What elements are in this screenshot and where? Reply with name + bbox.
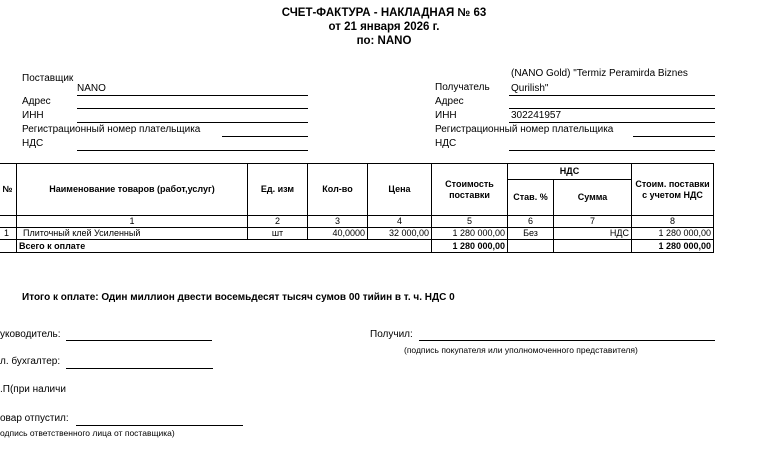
recipient-reg-line: [633, 124, 715, 137]
supplier-inn-label: ИНН: [22, 110, 44, 121]
total-cost: 1 280 000,00: [432, 240, 508, 253]
invoice-po: по: NANO: [356, 35, 412, 47]
total-blank: [0, 240, 17, 253]
amount-in-words: Итого к оплате: Один миллион двести восемьдесят тысяч сумов 00 тийин в т. ч. НДС 0: [22, 292, 455, 303]
header-vat-sum: Сумма: [554, 180, 632, 216]
supplier-inn-line: [77, 108, 308, 123]
recipient-inn-line: [509, 108, 715, 123]
header-qty: Кол-во: [308, 164, 368, 216]
total-with-vat: 1 280 000,00: [632, 240, 714, 253]
column-number-cell: 8: [632, 216, 714, 228]
invoice-date: от 21 января 2026 г.: [328, 21, 440, 33]
released-note: одпись ответственного лица от поставщика): [0, 428, 175, 438]
invoice-title: СЧЕТ-ФАКТУРА - НАКЛАДНАЯ № 63: [281, 7, 487, 19]
row-unit: шт: [248, 228, 308, 240]
row-no: 1: [0, 228, 17, 240]
column-number-cell: 5: [432, 216, 508, 228]
total-vat-rate: [508, 240, 554, 253]
column-number-cell: 7: [554, 216, 632, 228]
column-number-cell: [0, 216, 17, 228]
recipient-address-line: [509, 94, 715, 109]
row-price: 32 000,00: [368, 228, 432, 240]
total-vat-sum: [554, 240, 632, 253]
total-label: Всего к оплате: [17, 240, 432, 253]
row-name: Плиточный клей Усиленный: [17, 228, 248, 240]
recipient-vat-label: НДС: [435, 138, 457, 149]
supplier-address-label: Адрес: [22, 96, 51, 107]
row-total: 1 280 000,00: [632, 228, 714, 240]
supplier-reg-line: [222, 124, 308, 137]
received-label: Получил:: [370, 329, 413, 340]
supplier-label: Поставщик: [22, 73, 74, 84]
accountant-signature-line: [66, 356, 213, 369]
recipient-reg-label: Регистрационный номер плательщика: [435, 124, 614, 135]
recipient-name-line1: (NANO Gold) "Termiz Peramirda Biznes: [511, 68, 688, 79]
received-note: (подпись покупателя или уполномоченного представителя): [404, 345, 638, 355]
row-cost: 1 280 000,00: [432, 228, 508, 240]
recipient-inn-label: ИНН: [435, 110, 457, 121]
released-signature-line: [76, 413, 243, 426]
supplier-vat-label: НДС: [22, 138, 44, 149]
column-number-cell: 1: [17, 216, 248, 228]
table-row: [0, 228, 714, 240]
recipient-inn: 302241957: [511, 110, 562, 121]
recipient-name-line2: Qurilish": [511, 83, 549, 94]
header-no: №: [0, 164, 17, 216]
recipient-label: Получатель: [435, 82, 490, 93]
column-number-cell: 2: [248, 216, 308, 228]
supplier-vat-line: [77, 137, 308, 151]
director-signature-line: [66, 328, 212, 341]
header-cost: Стоимость поставки: [432, 164, 508, 216]
column-number-cell: 4: [368, 216, 432, 228]
recipient-vat-line: [509, 137, 715, 151]
supplier-name: NANO: [77, 83, 106, 94]
supplier-reg-label: Регистрационный номер плательщика: [22, 124, 201, 135]
column-number-cell: 3: [308, 216, 368, 228]
stamp-label: .П(при наличи: [0, 384, 66, 395]
director-label: уководитель:: [0, 329, 61, 340]
supplier-address-line: [77, 94, 308, 109]
row-vat-sum: НДС: [554, 228, 632, 240]
accountant-label: л. бухгалтер:: [0, 356, 61, 367]
received-signature-line: [419, 329, 715, 341]
header-price: Цена: [368, 164, 432, 216]
header-total: Стоим. поставки с учетом НДС: [632, 164, 714, 216]
recipient-address-label: Адрес: [435, 96, 464, 107]
column-numbers-row: [0, 216, 714, 228]
header-vat-rate: Став. %: [508, 180, 554, 216]
row-vat-rate: Без: [508, 228, 554, 240]
header-vat-group: НДС: [508, 164, 632, 180]
invoice-table: [0, 163, 714, 253]
released-label: овар отпустил:: [0, 413, 69, 424]
row-qty: 40,0000: [308, 228, 368, 240]
header-name: Наименование товаров (работ,услуг): [17, 164, 248, 216]
table-header-row: [0, 164, 714, 180]
header-unit: Ед. изм: [248, 164, 308, 216]
column-number-cell: 6: [508, 216, 554, 228]
total-row: [0, 240, 714, 253]
